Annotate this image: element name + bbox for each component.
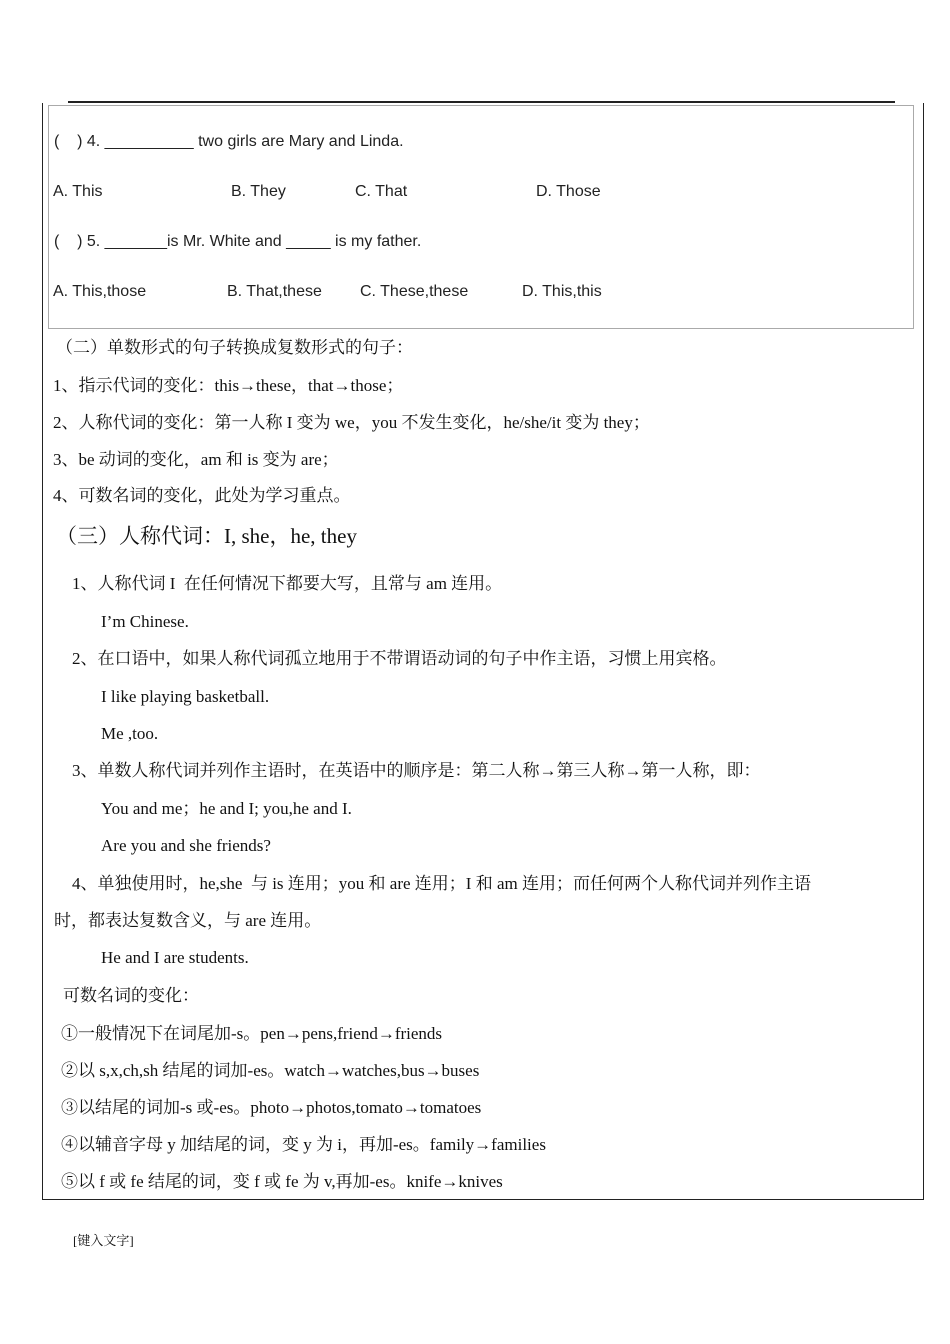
rule-text: 3、单数人称代词并列作主语时，在英语中的顺序是：第二人称→第三人称→第一人称，即： xyxy=(72,761,761,780)
noun-rule: ⑤以 f 或 fe 结尾的词，变 f 或 fe 为 v,再加-es。knife→knives xyxy=(61,1172,503,1191)
noun-rule: ②以 s,x,ch,sh 结尾的词加-es。watch→watches,bus→buses xyxy=(61,1061,480,1080)
question-5-option-a: A. This,those xyxy=(53,283,147,300)
example-sentence: He and I are students. xyxy=(101,948,249,967)
question-5-option-d: D. This,this xyxy=(522,283,602,300)
example-sentence: I like playing basketball. xyxy=(101,687,270,706)
section-2-item: 2、人称代词的变化：第一人称 I 变为 we，you 不发生变化，he/she/it 变为 they； xyxy=(53,413,650,432)
example-sentence: Me ,too. xyxy=(101,724,159,743)
rule-text: 2、在口语中，如果人称代词孤立地用于不带谓语动词的句子中作主语，习惯上用宾格。 xyxy=(72,649,727,668)
footer-placeholder: [键入文字] xyxy=(73,1233,134,1248)
question-4-option-d: D. Those xyxy=(536,183,601,200)
section-2-item: 4、可数名词的变化，此处为学习重点。 xyxy=(53,486,351,505)
question-4-option-c: C. That xyxy=(355,183,408,200)
question-5-option-c: C. These,these xyxy=(360,283,469,300)
question-4-option-a: A. This xyxy=(53,183,103,200)
example-sentence: I’m Chinese. xyxy=(101,612,189,631)
question-4-stem: ( ) 4. __________ two girls are Mary and Linda. xyxy=(54,133,404,150)
question-4-option-b: B. They xyxy=(231,183,286,200)
section-2-item: 1、指示代词的变化：this→these，that→those； xyxy=(53,376,404,395)
question-5-stem: ( ) 5. _______is Mr. White and _____ is my father. xyxy=(54,233,422,250)
rule-text: 4、单独使用时，he,she 与 is 连用；you 和 are 连用；I 和 am 连用；而任何两个人称代词并列作主语 xyxy=(72,874,811,893)
example-sentence: Are you and she friends? xyxy=(101,836,271,855)
noun-rule: ③以结尾的词加-s 或-es。photo→photos,tomato→tomatoes xyxy=(61,1098,482,1117)
section-2-item: 3、be 动词的变化，am 和 is 变为 are； xyxy=(53,450,339,469)
nouns-title: 可数名词的变化： xyxy=(63,986,199,1005)
noun-rule: ④以辅音字母 y 加结尾的词，变 y 为 i，再加-es。family→families xyxy=(61,1135,546,1154)
section-3-title: （三）人称代词：I, she，he, they xyxy=(56,524,357,548)
rule-text: 1、人称代词 I 在任何情况下都要大写，且常与 am 连用。 xyxy=(72,574,503,593)
section-2-title: （二）单数形式的句子转换成复数形式的句子： xyxy=(56,338,413,357)
question-5-option-b: B. That,these xyxy=(227,283,322,300)
example-sentence: You and me；he and I; you,he and I. xyxy=(101,799,352,818)
noun-rule: ①一般情况下在词尾加-s。pen→pens,friend→friends xyxy=(61,1024,443,1043)
rule-text-continued: 时，都表达复数含义，与 are 连用。 xyxy=(54,911,322,930)
